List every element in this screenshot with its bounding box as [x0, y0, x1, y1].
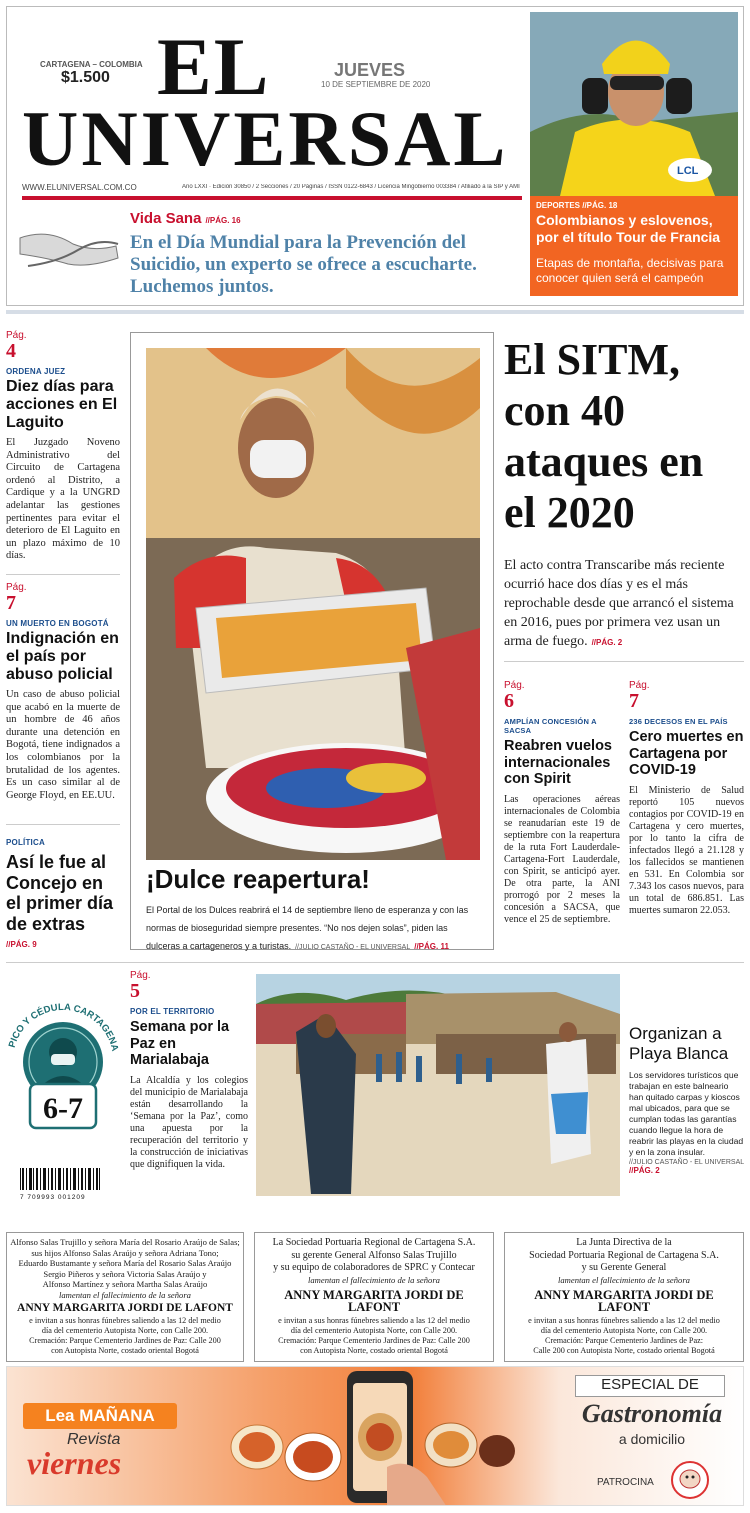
edition-day: JUEVES — [334, 60, 406, 80]
pag-label: Pág. — [504, 680, 525, 691]
vida-sana-teaser[interactable] — [130, 210, 525, 298]
obituary-2 — [254, 1232, 494, 1362]
story-concejo[interactable] — [6, 838, 120, 949]
headline: Semana por la Paz en Marialabaja — [130, 1019, 230, 1068]
obit-after: Cremación: Parque Cementerio Jardines de Paz: Calle 200 — [278, 1336, 470, 1345]
obit-name: ANNY MARGARITA JORDI DE LAFONT — [534, 1288, 714, 1314]
website[interactable]: WWW.ELUNIVERSAL.COM.CO — [22, 183, 137, 192]
kicker: 236 DECESOS EN EL PAÍS — [629, 717, 728, 726]
sponsor-logo — [671, 1461, 709, 1499]
lead-body: El acto contra Transcaribe más reciente ocurrió hace dos días y es el más reprochable desde que arrancó el sistema en 2016, pues por primera vez usan un arma de fuego. — [504, 558, 734, 649]
obit-line: y su equipo de colaboradores de SPRC y Contecar — [273, 1262, 475, 1273]
headline: Indignación en el país por abuso policial — [6, 630, 119, 683]
headline: Cero muertes en Cartagena por COVID-19 — [629, 729, 744, 778]
story-spirit[interactable] — [504, 680, 620, 926]
obit-after: con Autopista Norte, costado oriental Bogotá — [51, 1345, 199, 1355]
dulce-credit: //JULIO CASTAÑO - EL UNIVERSAL — [295, 944, 411, 951]
obit-after: e invitan a sus honras fúnebres saliendo a las 12 del medio — [29, 1315, 221, 1325]
story-laguito[interactable] — [6, 330, 120, 563]
obit-line: su gerente General Alfonso Salas Trujillo — [291, 1249, 457, 1261]
vida-sana-section: Vida Sana — [130, 210, 202, 227]
obit-lamentan: lamentan el fallecimiento de la señora — [59, 1289, 191, 1300]
pag-number: 6 — [504, 690, 514, 712]
obituary-1 — [6, 1232, 244, 1362]
kicker: POR EL TERRITORIO — [130, 1007, 215, 1016]
deportes-headline: Colombianos y eslovenos, por el título Tour de Francia — [536, 212, 721, 245]
svg-text:LCL: LCL — [677, 165, 699, 177]
masthead-rule — [22, 196, 522, 200]
obit-after: día del cementerio Autopista Norte, con Calle 200. — [540, 1326, 708, 1335]
body: Los servidores turísticos que trabajan en este balneario han quitado carpas y kioscos mal ubicados, para que se cumplan todas las garantías cuando llegue la hora de reabrir las playas en la ciudad y en la zona insular. — [629, 1070, 744, 1157]
obit-after: e invitan a sus honras fúnebres saliendo a las 12 del medio — [528, 1316, 720, 1325]
obit-after: e invitan a sus honras fúnebres saliendo a las 12 del medio — [278, 1316, 470, 1325]
dulces-photo — [146, 348, 480, 860]
pico-cedula-graphic — [6, 972, 120, 1172]
deportes-teaser[interactable] — [530, 196, 738, 296]
edition-date: 10 DE SEPTIEMBRE DE 2020 — [321, 80, 431, 89]
obituary-3 — [504, 1232, 744, 1362]
pag-label: Pág. — [6, 582, 27, 593]
pag-label: Pág. — [6, 330, 27, 341]
divider — [504, 661, 744, 662]
section-divider — [6, 962, 744, 963]
story-covid[interactable] — [629, 680, 744, 917]
obit-name: ANNY MARGARITA JORDI DE LAFONT — [284, 1288, 464, 1314]
deportes-subhead: Etapas de montaña, decisivas para conocer quien será el campeón — [536, 256, 724, 285]
obit-after: Calle 200 con Autopista Norte, costado oriental Bogotá — [533, 1346, 715, 1355]
lea-manana: Lea MAÑANA — [23, 1403, 177, 1429]
viernes-label: viernes — [27, 1445, 122, 1481]
kicker: ORDENA JUEZ — [6, 367, 66, 376]
dulce-caption-block — [146, 900, 480, 954]
revista-viernes-ad[interactable] — [6, 1366, 744, 1506]
newspaper-logo[interactable] — [22, 21, 522, 182]
food-illustration — [217, 1367, 517, 1506]
masthead-bottom-rule — [6, 310, 744, 314]
obit-after: día del cementerio Autopista Norte, con Calle 200. — [41, 1325, 209, 1335]
obit-line: sus hijos Alfonso Salas Araújo y señora Adriana Tono; — [31, 1247, 219, 1258]
pico-digits: 6-7 — [43, 1092, 83, 1125]
headline: Así le fue al Concejo en el primer día de extras — [6, 852, 114, 934]
dulce-caption: El Portal de los Dulces reabrirá el 14 de septiembre lleno de esperanza y con las normas de bioseguridad siempre presentes. “No nos dejen solas”, piden las dulceras a cartageneros y a turistas. — [146, 905, 469, 951]
barcode — [20, 1168, 100, 1201]
hands-illustration — [18, 208, 122, 290]
price: $1.500 — [61, 69, 110, 86]
edition-info: Año LXXI · Edición 30850 / 2 Secciones / 20 Páginas / ISSN 0122-6843 / Licencia Mingobierno 003384 / Afiliado a la SIP y AMI — [182, 184, 520, 190]
page-ref: //PÁG. 2 — [629, 1166, 660, 1175]
lead-headline: El SITM, con 40 ataques en el 2020 — [504, 335, 704, 537]
obit-line: Eduardo Bustamante y señora María del Rosario Salas Araújo — [18, 1258, 232, 1269]
story-playa-blanca[interactable] — [629, 1024, 745, 1175]
obit-lamentan: lamentan el fallecimiento de la señora — [308, 1274, 440, 1285]
lead-story[interactable] — [504, 334, 744, 651]
kicker: POLÍTICA — [6, 838, 45, 847]
obit-lamentan: lamentan el fallecimiento de la señora — [558, 1274, 690, 1285]
body: El Juzgado Noveno Administrativo del Circuito de Cartagena ordenó al Distrito, a Cardique y a la UNGRD adelantar las gestiones pertinentes para evitar el deterioro de El Laguito en un plazo máximo de 10 días. — [6, 437, 120, 562]
patrocina-label: PATROCINA — [597, 1477, 654, 1488]
obit-after: día del cementerio Autopista Norte, con Calle 200. — [290, 1326, 458, 1335]
kicker: UN MUERTO EN BOGOTÁ — [6, 619, 109, 628]
divider — [6, 574, 120, 575]
body: Las operaciones aéreas internacionales de Colombia se reanudarían este 19 de septiembre con la reapertura de la ruta Fort Lauderdale-Cartagena-Fort Lauderdale, con Spirit, se anticipó ayer. De otra parte, la ANI prorrogó por 2 meses la concesión a SACSA, que vence el 25 de septiembre. — [504, 793, 620, 925]
obit-after: con Autopista Norte, costado oriental Bogotá — [300, 1346, 448, 1355]
obit-after: Cremación: Parque Cementerio Jardines de Paz: Calle 200 — [29, 1335, 221, 1345]
pag-number: 7 — [629, 690, 639, 712]
obit-line: Sociedad Portuaria Regional de Cartagena S.A. — [529, 1249, 719, 1261]
body: Un caso de abuso policial que acabó en la muerte de un hombre de 46 años durante una detención en Bogotá, tiene indignados a los colombianos por la brutalidad de los agentes. Es un caso similar al de George Floyd, en EE.UU. — [6, 689, 120, 801]
gastronomia-label: Gastronomía — [581, 1399, 723, 1428]
pico-title: PICO Y CÉDULA CARTAGENA — [6, 1001, 120, 1053]
vida-sana-page-ref: //PÁG. 16 — [205, 216, 241, 225]
headline: Reabren vuelos internacionales con Spirit — [504, 738, 612, 787]
pico-cedula-widget[interactable] — [6, 972, 120, 1172]
page-ref: //PÁG. 9 — [6, 940, 37, 949]
body: La Alcaldía y los colegios del municipio de Marialabaja están desarrollando la ‘Semana por la Paz’, como una apuesta por la recuperación del territorio y la construcción de iniciativas que dignifiquen la vida. — [130, 1074, 248, 1170]
obit-line: Alfonso Martínez y señora Martha Salas Araújo — [42, 1279, 208, 1290]
vida-sana-text: En el Día Mundial para la Prevención del Suicidio, un experto se ofrece a escucharte. Luchemos juntos. — [130, 232, 477, 297]
headline: Organizan a Playa Blanca — [629, 1024, 729, 1063]
pag-label: Pág. — [629, 680, 650, 691]
kicker: AMPLÍAN CONCESIÓN A SACSA — [504, 717, 597, 735]
obit-line: La Sociedad Portuaria Regional de Cartagena S.A. — [272, 1237, 476, 1248]
credit: //JULIO CASTAÑO - EL UNIVERSAL — [629, 1159, 744, 1166]
obit-line: Sergio Piñeros y señora Victoria Salas Araújo y — [43, 1268, 207, 1279]
obit-line: y su Gerente General — [581, 1262, 667, 1273]
playa-blanca-photo — [256, 974, 620, 1196]
obit-line: Alfonso Salas Trujillo y señora María del Rosario Araújo de Salas; — [10, 1237, 240, 1247]
especial-label: ESPECIAL DE — [601, 1376, 699, 1393]
lead-page-ref: //PÁG. 2 — [591, 638, 623, 647]
pag-number: 7 — [6, 592, 16, 614]
dulce-headline: ¡Dulce reapertura! — [146, 864, 370, 894]
body: El Ministerio de Salud reportó 105 nuevos contagios por COVID-19 en Cartagena y cero muertes, por lo tanto la cifra de infectados llegó a 21.128 y los fallecidos se mantienen en 531. En Colombia sor 7.343 los casos nuevos, para un total de 686.851. Las muertes sumaron 22.053. — [629, 784, 744, 916]
revista-label: Revista — [67, 1431, 121, 1448]
story-paz[interactable] — [130, 970, 248, 1171]
obit-line: La Junta Directiva de la — [576, 1237, 672, 1248]
obit-name: ANNY MARGARITA JORDI DE LAFONT — [17, 1302, 233, 1315]
dulce-page-ref: //PÁG. 11 — [414, 942, 449, 951]
pag-number: 4 — [6, 340, 16, 362]
pag-number: 5 — [130, 980, 140, 1002]
cyclist-photo — [530, 12, 738, 196]
obit-after: Cremación: Parque Cementerio Jardines de Paz: — [544, 1336, 703, 1345]
logo-line-1: EL — [157, 21, 271, 112]
divider — [6, 824, 120, 825]
location: CARTAGENA – COLOMBIA — [40, 60, 143, 69]
story-abuso-policial[interactable] — [6, 582, 120, 802]
deportes-section: DEPORTES //PÁG. 18 — [536, 201, 618, 210]
logo-line-2: UNIVERSAL — [22, 94, 509, 182]
pag-label: Pág. — [130, 970, 151, 981]
barcode-number: 7 709993 001209 — [20, 1194, 86, 1201]
headline: Diez días para acciones en El Laguito — [6, 378, 118, 431]
domicilio-label: a domicilio — [618, 1431, 686, 1447]
